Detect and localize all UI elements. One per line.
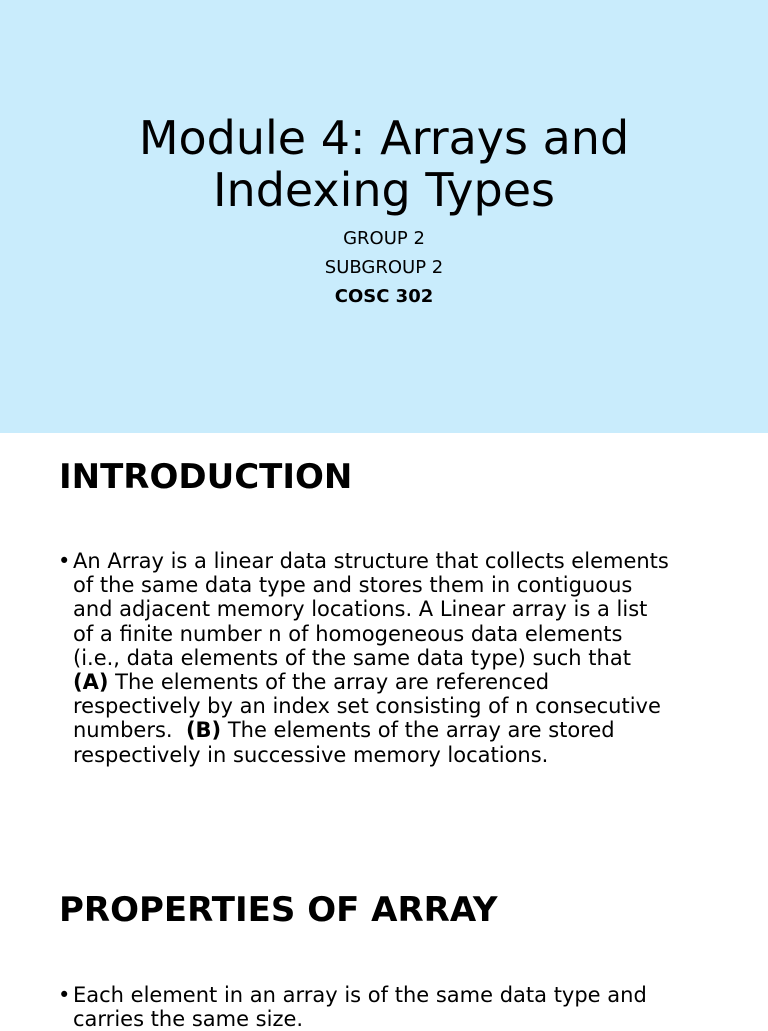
intro-line-9: respectively in successive memory locations. xyxy=(73,742,549,767)
intro-line-5: (i.e., data elements of the same data type) such that xyxy=(73,645,631,670)
intro-line-7: respectively by an index set consisting of n consecutive xyxy=(73,694,661,719)
group-label: GROUP 2 xyxy=(343,228,425,249)
props-line-2: carries the same size. xyxy=(73,1007,304,1031)
title-line-1: Module 4: Arrays and xyxy=(138,111,630,165)
introduction-bullet xyxy=(58,549,718,767)
course-code: COSC 302 xyxy=(334,286,434,307)
title-line-2: Indexing Types xyxy=(212,163,555,217)
label-b: (B) xyxy=(185,718,222,743)
intro-line-3: and adjacent memory locations. A Linear array is a list xyxy=(73,597,648,622)
title-slide xyxy=(0,0,768,433)
intro-line-1: An Array is a linear data structure that collects elements xyxy=(73,549,669,573)
intro-line-4: of a finite number n of homogeneous data elements xyxy=(73,621,623,646)
introduction-text xyxy=(73,549,718,767)
slide-title xyxy=(0,112,768,216)
intro-line-2: of the same data type and stores them in contiguous xyxy=(73,573,633,598)
intro-line-8-text: The elements of the array are stored xyxy=(221,718,615,743)
properties-heading: PROPERTIES OF ARRAY xyxy=(59,890,498,930)
bullet-icon: • xyxy=(58,549,71,573)
subgroup-label: SUBGROUP 2 xyxy=(324,257,444,278)
intro-line-6 xyxy=(73,670,718,694)
label-a: (A) xyxy=(73,670,109,695)
intro-line-8 xyxy=(73,718,718,742)
bullet-icon: • xyxy=(58,983,71,1007)
props-line-1: Each element in an array is of the same data type and xyxy=(73,983,647,1007)
intro-line-8-pre: numbers. xyxy=(73,718,186,743)
intro-line-6-text: The elements of the array are referenced xyxy=(108,670,550,695)
introduction-heading: INTRODUCTION xyxy=(59,457,353,497)
